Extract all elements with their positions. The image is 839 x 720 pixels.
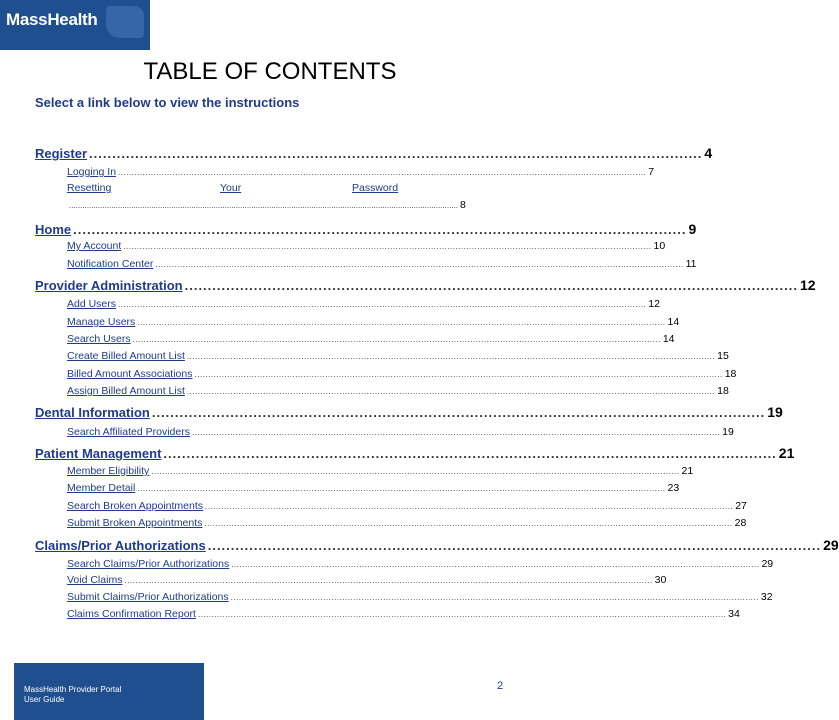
toc-link-manage-users[interactable]: Manage Users [67, 316, 136, 328]
toc-link-submit-claims[interactable]: Submit Claims/Prior Authorizations [67, 591, 229, 603]
leader-dots: .................................................................................................................................................................................................. [155, 260, 684, 269]
masshealth-logo: MassHealth [6, 10, 98, 29]
leader-dots: .................................................................................................................................................................................................. [186, 387, 716, 396]
toc-page-number: 7 [648, 166, 655, 178]
toc-link-search-affiliated-providers[interactable]: Search Affiliated Providers [67, 426, 190, 438]
toc-section-claims-prior-authorizations [35, 537, 839, 553]
toc-page-number: 9 [688, 221, 697, 237]
toc-item-void-claims [67, 574, 667, 586]
toc-page-number: 19 [767, 404, 783, 420]
toc-page-number: 21 [778, 445, 795, 461]
leader-dots: .................................................................................................................................................................................................. [194, 370, 723, 379]
leader-dots: ............................................................................................................................................................................... [69, 201, 458, 210]
leader-dots: .................................................................................................................................................................................................. [137, 484, 666, 493]
toc-page-number: 18 [717, 385, 729, 397]
leader-dots: .................................................................................................................................................................................................. [197, 610, 727, 619]
toc-page-number: 28 [734, 517, 747, 529]
leader-dots: .................................................................................................................................................................................................. [191, 428, 721, 437]
toc-link-create-billed-amount-list[interactable]: Create Billed Amount List [67, 350, 185, 362]
toc-link-assign-billed-amount-list[interactable]: Assign Billed Amount List [67, 385, 185, 397]
toc-link-your[interactable]: Your [220, 182, 242, 194]
footer-line-guide: User Guide [24, 695, 65, 704]
toc-item-add-users [67, 298, 660, 310]
toc-link-dental-information[interactable]: Dental Information [35, 405, 150, 420]
toc-item-member-eligibility [67, 465, 694, 477]
toc-item-logging-in [67, 166, 655, 178]
toc-section-dental-information [35, 404, 783, 420]
toc-page-number: 29 [823, 537, 839, 553]
leader-dots: .................................................................................................................................................................................................. [231, 560, 760, 569]
leader-dots: ..................................................................................................................................... [73, 222, 687, 237]
leader-dots: ..................................................................................................................................... [207, 538, 822, 553]
toc-page-number: 34 [728, 608, 740, 620]
toc-link-billed-amount-associations[interactable]: Billed Amount Associations [67, 368, 193, 380]
leader-dots: ..................................................................................................................................... [89, 146, 703, 161]
toc-page-number: 12 [648, 298, 660, 310]
toc-item-billed-amount-associations [67, 368, 737, 380]
toc-link-claims-confirmation-report[interactable]: Claims Confirmation Report [67, 608, 196, 620]
toc-link-register[interactable]: Register [35, 146, 88, 161]
toc-link-resetting[interactable]: Resetting [67, 182, 112, 194]
toc-item-assign-billed-amount-list [67, 385, 729, 397]
toc-page-number: 14 [667, 316, 680, 328]
toc-item-manage-users [67, 316, 680, 328]
leader-dots: .................................................................................................................................................................................................. [124, 576, 653, 585]
toc-link-patient-management[interactable]: Patient Management [35, 446, 162, 461]
toc-item-search-affiliated-providers [67, 426, 734, 438]
page-number: 2 [497, 680, 504, 692]
toc-link-submit-broken-appointments[interactable]: Submit Broken Appointments [67, 517, 203, 529]
page-subtitle: Select a link below to view the instructions [35, 95, 300, 110]
toc-link-provider-administration[interactable]: Provider Administration [35, 278, 183, 293]
leader-dots: ..................................................................................................................................... [151, 405, 766, 420]
toc-link-search-claims[interactable]: Search Claims/Prior Authorizations [67, 558, 230, 570]
toc-link-member-eligibility[interactable]: Member Eligibility [67, 465, 150, 477]
footer-line-portal: MassHealth Provider Portal [24, 685, 122, 694]
toc-section-provider-administration [35, 277, 816, 293]
toc-item-resetting-page [67, 199, 466, 211]
toc-section-patient-management [35, 445, 795, 461]
toc-link-logging-in[interactable]: Logging In [67, 166, 117, 178]
toc-link-home[interactable]: Home [35, 222, 72, 237]
toc-page-number: 32 [760, 591, 773, 603]
page-title: TABLE OF CONTENTS [143, 58, 397, 85]
leader-dots: .................................................................................................................................................................................................. [186, 352, 716, 361]
toc-item-notification-center [67, 258, 697, 270]
leader-dots: .................................................................................................................................................................................................. [230, 593, 759, 602]
toc-item-search-users [67, 333, 675, 345]
toc-page-number: 15 [717, 350, 729, 362]
leader-dots: .................................................................................................................................................................................................. [123, 242, 652, 251]
toc-item-member-detail [67, 482, 680, 494]
leader-dots: .................................................................................................................................................................................................. [118, 300, 647, 309]
leader-dots: ..................................................................................................................................... [163, 446, 777, 461]
toc-item-submit-broken-appointments [67, 517, 747, 529]
leader-dots: .................................................................................................................................................................................................. [132, 335, 661, 344]
leader-dots: .................................................................................................................................................................................................. [118, 168, 647, 177]
toc-page-number: 11 [685, 258, 697, 270]
toc-item-search-claims [67, 558, 774, 570]
leader-dots: .................................................................................................................................................................................................. [151, 467, 680, 476]
toc-link-add-users[interactable]: Add Users [67, 298, 117, 310]
toc-page-number: 4 [704, 145, 713, 161]
toc-link-notification-center[interactable]: Notification Center [67, 258, 154, 270]
toc-page-number: 23 [667, 482, 680, 494]
leader-dots: ..................................................................................................................................... [184, 278, 798, 293]
toc-item-claims-confirmation-report [67, 608, 740, 620]
toc-page-number: 27 [735, 500, 747, 512]
leader-dots: .................................................................................................................................................................................................. [205, 502, 734, 511]
toc-page-number: 29 [761, 558, 774, 570]
toc-page-number: 8 [459, 199, 466, 211]
leader-dots: .................................................................................................................................................................................................. [204, 519, 733, 528]
footer-box [14, 663, 204, 720]
toc-link-claims-prior-authorizations[interactable]: Claims/Prior Authorizations [35, 538, 206, 553]
toc-link-password[interactable]: Password [352, 182, 399, 194]
toc-page-number: 18 [724, 368, 737, 380]
toc-item-create-billed-amount-list [67, 350, 729, 362]
toc-page-number: 10 [653, 240, 666, 252]
leader-dots: .................................................................................................................................................................................................. [137, 318, 666, 327]
toc-link-member-detail[interactable]: Member Detail [67, 482, 136, 494]
toc-link-void-claims[interactable]: Void Claims [67, 574, 123, 586]
toc-link-my-account[interactable]: My Account [67, 240, 122, 252]
toc-section-register [35, 145, 713, 161]
toc-item-search-broken-appointments [67, 500, 747, 512]
toc-item-submit-claims [67, 591, 773, 603]
toc-page-number: 19 [722, 426, 734, 438]
toc-page-number: 30 [654, 574, 667, 586]
toc-link-search-broken-appointments[interactable]: Search Broken Appointments [67, 500, 203, 512]
toc-link-search-users[interactable]: Search Users [67, 333, 131, 345]
toc-page-number: 21 [681, 465, 694, 477]
toc-item-my-account [67, 240, 666, 252]
toc-section-home [35, 221, 697, 237]
toc-page-number: 12 [799, 277, 816, 293]
toc-page-number: 14 [662, 333, 675, 345]
